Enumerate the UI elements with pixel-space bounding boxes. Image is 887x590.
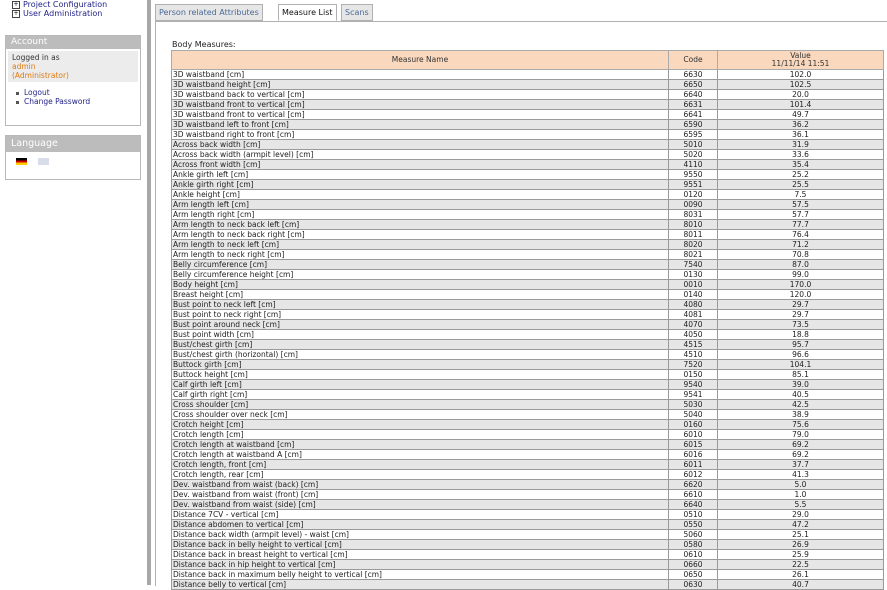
measure-name-cell: Belly circumference [cm] <box>172 260 669 270</box>
measure-name-cell: Cross shoulder over neck [cm] <box>172 410 669 420</box>
measure-code-cell: 6620 <box>669 480 718 490</box>
logout-label[interactable]: Logout <box>24 88 50 97</box>
measure-code-cell: 6590 <box>669 120 718 130</box>
measure-name-cell: Ankle height [cm] <box>172 190 669 200</box>
table-row <box>172 510 884 520</box>
table-row <box>172 360 884 370</box>
table-row <box>172 200 884 210</box>
table-row <box>172 330 884 340</box>
account-panel <box>5 35 141 126</box>
measure-value-cell: 104.1 <box>718 360 884 370</box>
change-password-label[interactable]: Change Password <box>24 97 91 106</box>
table-row <box>172 80 884 90</box>
measure-name-cell: Distance back in hip height to vertical [cm] <box>172 560 669 570</box>
measure-name-cell: Distance back in breast height to vertical [cm] <box>172 550 669 560</box>
measure-value-cell: 71.2 <box>718 240 884 250</box>
measure-name-cell: Distance belly to vertical [cm] <box>172 580 669 590</box>
measure-code-cell: 8010 <box>669 220 718 230</box>
table-row <box>172 520 884 530</box>
measure-name-cell: Bust/chest girth [cm] <box>172 340 669 350</box>
measure-code-cell: 0160 <box>669 420 718 430</box>
measure-code-cell: 0630 <box>669 580 718 590</box>
measure-value-cell: 75.6 <box>718 420 884 430</box>
measure-code-cell: 0090 <box>669 200 718 210</box>
measure-name-cell: Crotch height [cm] <box>172 420 669 430</box>
table-row <box>172 230 884 240</box>
table-row <box>172 570 884 580</box>
language-panel-title: Language <box>6 136 140 152</box>
measure-code-cell: 9540 <box>669 380 718 390</box>
expand-icon[interactable]: + <box>13 9 19 17</box>
measure-value-cell: 42.5 <box>718 400 884 410</box>
table-row <box>172 490 884 500</box>
measure-code-cell: 8020 <box>669 240 718 250</box>
measure-code-cell: 0510 <box>669 510 718 520</box>
measure-name-cell: Distance back width (armpit level) - waist [cm] <box>172 530 669 540</box>
measure-value-cell: 22.5 <box>718 560 884 570</box>
measure-value-cell: 7.5 <box>718 190 884 200</box>
table-row <box>172 90 884 100</box>
measure-name-cell: Crotch length, front [cm] <box>172 460 669 470</box>
measure-value-cell: 31.9 <box>718 140 884 150</box>
measure-name-cell: 3D waistband left to front [cm] <box>172 120 669 130</box>
measure-value-cell: 77.7 <box>718 220 884 230</box>
measure-code-cell: 8011 <box>669 230 718 240</box>
measure-code-cell: 6016 <box>669 450 718 460</box>
measure-name-cell: Dev. waistband from waist (side) [cm] <box>172 500 669 510</box>
measure-code-cell: 0010 <box>669 280 718 290</box>
measure-code-cell: 7540 <box>669 260 718 270</box>
measure-code-cell: 6010 <box>669 430 718 440</box>
measure-name-cell: Ankle girth left [cm] <box>172 170 669 180</box>
measure-name-cell: 3D waistband front to vertical [cm] <box>172 100 669 110</box>
measure-name-cell: 3D waistband right to front [cm] <box>172 130 669 140</box>
measure-code-cell: 6641 <box>669 110 718 120</box>
measure-name-cell: Distance abdomen to vertical [cm] <box>172 520 669 530</box>
measure-name-cell: Distance back in maximum belly height to vertical [cm] <box>172 570 669 580</box>
tab-scans[interactable]: Scans <box>341 4 373 21</box>
measure-code-cell: 4110 <box>669 160 718 170</box>
measure-name-cell: 3D waistband height [cm] <box>172 80 669 90</box>
measure-code-cell: 4050 <box>669 330 718 340</box>
measure-code-cell: 5020 <box>669 150 718 160</box>
table-row <box>172 560 884 570</box>
measure-name-cell: 3D waistband [cm] <box>172 70 669 80</box>
expand-icon[interactable]: + <box>13 0 19 8</box>
measure-value-cell: 102.0 <box>718 70 884 80</box>
table-row <box>172 300 884 310</box>
measures-table <box>171 50 884 590</box>
measure-code-cell: 8031 <box>669 210 718 220</box>
change-password-link[interactable] <box>16 97 130 106</box>
measure-code-cell: 6012 <box>669 470 718 480</box>
measure-code-cell: 5010 <box>669 140 718 150</box>
measure-value-cell: 29.7 <box>718 310 884 320</box>
username: admin <box>12 62 36 71</box>
measure-code-cell: 4070 <box>669 320 718 330</box>
measure-value-cell: 25.1 <box>718 530 884 540</box>
measure-value-cell: 33.6 <box>718 150 884 160</box>
measure-value-cell: 79.0 <box>718 430 884 440</box>
measure-code-cell: 6015 <box>669 440 718 450</box>
logged-in-label: Logged in as <box>12 53 60 62</box>
measure-name-cell: Calf girth left [cm] <box>172 380 669 390</box>
logged-in-box <box>8 51 138 82</box>
measure-code-cell: 6630 <box>669 70 718 80</box>
measure-name-cell: Distance back in belly height to vertical [cm] <box>172 540 669 550</box>
column-header-value[interactable] <box>718 51 884 70</box>
measure-value-cell: 69.2 <box>718 440 884 450</box>
measure-code-cell: 6640 <box>669 500 718 510</box>
measure-code-cell: 9551 <box>669 180 718 190</box>
measure-name-cell: Bust point around neck [cm] <box>172 320 669 330</box>
column-header-value-date: 11/11/14 11:51 <box>771 59 830 68</box>
table-row <box>172 410 884 420</box>
measure-value-cell: 87.0 <box>718 260 884 270</box>
table-row <box>172 270 884 280</box>
table-row <box>172 160 884 170</box>
table-row <box>172 550 884 560</box>
bullet-icon <box>16 92 19 95</box>
english-flag-icon[interactable] <box>38 158 49 165</box>
measure-value-cell: 99.0 <box>718 270 884 280</box>
table-row <box>172 400 884 410</box>
measure-value-cell: 47.2 <box>718 520 884 530</box>
measure-name-cell: Body height [cm] <box>172 280 669 290</box>
table-row <box>172 120 884 130</box>
table-row <box>172 470 884 480</box>
measure-value-cell: 39.0 <box>718 380 884 390</box>
measure-value-cell: 41.3 <box>718 470 884 480</box>
table-row <box>172 460 884 470</box>
measure-code-cell: 5040 <box>669 410 718 420</box>
measure-code-cell: 0650 <box>669 570 718 580</box>
nav-user-administration-label[interactable]: User Administration <box>23 9 103 18</box>
measure-code-cell: 4081 <box>669 310 718 320</box>
measure-name-cell: Buttock girth [cm] <box>172 360 669 370</box>
table-row <box>172 220 884 230</box>
table-row <box>172 340 884 350</box>
measure-name-cell: Bust/chest girth (horizontal) [cm] <box>172 350 669 360</box>
measure-value-cell: 35.4 <box>718 160 884 170</box>
table-row <box>172 350 884 360</box>
measure-name-cell: Cross shoulder [cm] <box>172 400 669 410</box>
nav-project-configuration[interactable] <box>12 0 107 9</box>
measure-name-cell: Ankle girth right [cm] <box>172 180 669 190</box>
measure-value-cell: 57.5 <box>718 200 884 210</box>
table-row <box>172 280 884 290</box>
left-sidebar <box>0 0 147 585</box>
measure-value-cell: 85.1 <box>718 370 884 380</box>
measure-value-cell: 57.7 <box>718 210 884 220</box>
measure-name-cell: Arm length left [cm] <box>172 200 669 210</box>
measure-name-cell: Crotch length at waistband A [cm] <box>172 450 669 460</box>
measure-name-cell: Across front width [cm] <box>172 160 669 170</box>
measure-name-cell: Breast height [cm] <box>172 290 669 300</box>
table-row <box>172 420 884 430</box>
measure-name-cell: Buttock height [cm] <box>172 370 669 380</box>
table-row <box>172 250 884 260</box>
measure-code-cell: 5060 <box>669 530 718 540</box>
measure-value-cell: 69.2 <box>718 450 884 460</box>
measure-code-cell: 0140 <box>669 290 718 300</box>
table-row <box>172 310 884 320</box>
table-row <box>172 190 884 200</box>
tab-measure-list[interactable]: Measure List <box>278 4 337 21</box>
table-row <box>172 150 884 160</box>
measure-value-cell: 95.7 <box>718 340 884 350</box>
measure-value-cell: 170.0 <box>718 280 884 290</box>
measure-name-cell: Arm length to neck right [cm] <box>172 250 669 260</box>
measure-value-cell: 25.5 <box>718 180 884 190</box>
measure-code-cell: 0660 <box>669 560 718 570</box>
measure-name-cell: Crotch length at waistband [cm] <box>172 440 669 450</box>
column-header-value-label: Value <box>790 51 811 60</box>
table-row <box>172 140 884 150</box>
table-row <box>172 210 884 220</box>
table-row <box>172 480 884 490</box>
measure-value-cell: 1.0 <box>718 490 884 500</box>
measure-code-cell: 9541 <box>669 390 718 400</box>
measure-code-cell: 0580 <box>669 540 718 550</box>
section-title: Body Measures: <box>172 40 236 49</box>
measure-value-cell: 96.6 <box>718 350 884 360</box>
measure-code-cell: 6640 <box>669 90 718 100</box>
measure-code-cell: 6610 <box>669 490 718 500</box>
measure-value-cell: 5.0 <box>718 480 884 490</box>
measure-value-cell: 29.0 <box>718 510 884 520</box>
table-row <box>172 540 884 550</box>
measure-code-cell: 5030 <box>669 400 718 410</box>
nav-project-configuration-label[interactable]: Project Configuration <box>23 0 108 9</box>
measure-name-cell: 3D waistband front to vertical [cm] <box>172 110 669 120</box>
table-row <box>172 390 884 400</box>
measure-value-cell: 25.9 <box>718 550 884 560</box>
logout-link[interactable] <box>16 88 130 97</box>
measure-value-cell: 25.2 <box>718 170 884 180</box>
measure-code-cell: 0130 <box>669 270 718 280</box>
measure-value-cell: 36.1 <box>718 130 884 140</box>
table-row <box>172 500 884 510</box>
measure-value-cell: 40.5 <box>718 390 884 400</box>
measure-code-cell: 7520 <box>669 360 718 370</box>
account-links <box>6 84 140 110</box>
measure-code-cell: 0120 <box>669 190 718 200</box>
table-row <box>172 110 884 120</box>
language-panel <box>5 135 141 180</box>
measure-name-cell: Arm length right [cm] <box>172 210 669 220</box>
measure-name-cell: Crotch length [cm] <box>172 430 669 440</box>
table-row <box>172 130 884 140</box>
tab-person-related-attributes[interactable]: Person related Attributes <box>155 4 263 21</box>
measure-value-cell: 20.0 <box>718 90 884 100</box>
measure-value-cell: 70.8 <box>718 250 884 260</box>
measure-value-cell: 38.9 <box>718 410 884 420</box>
table-row <box>172 320 884 330</box>
measure-value-cell: 5.5 <box>718 500 884 510</box>
measure-value-cell: 40.7 <box>718 580 884 590</box>
measure-name-cell: Arm length to neck back right [cm] <box>172 230 669 240</box>
measure-name-cell: Arm length to neck back left [cm] <box>172 220 669 230</box>
measure-code-cell: 0150 <box>669 370 718 380</box>
column-header-code[interactable]: Code <box>669 51 718 70</box>
table-row <box>172 450 884 460</box>
measure-code-cell: 8021 <box>669 250 718 260</box>
table-row <box>172 170 884 180</box>
user-role: (Administrator) <box>12 71 69 80</box>
measure-name-cell: Bust point width [cm] <box>172 330 669 340</box>
measure-value-cell: 29.7 <box>718 300 884 310</box>
table-row <box>172 260 884 270</box>
measure-code-cell: 0610 <box>669 550 718 560</box>
sidebar-divider <box>147 0 151 585</box>
measure-code-cell: 4080 <box>669 300 718 310</box>
column-header-measure-name[interactable]: Measure Name <box>172 51 669 70</box>
measure-value-cell: 49.7 <box>718 110 884 120</box>
measure-value-cell: 73.5 <box>718 320 884 330</box>
measure-value-cell: 76.4 <box>718 230 884 240</box>
measure-name-cell: Bust point to neck right [cm] <box>172 310 669 320</box>
measure-code-cell: 4515 <box>669 340 718 350</box>
measure-code-cell: 4510 <box>669 350 718 360</box>
measure-value-cell: 101.4 <box>718 100 884 110</box>
table-row <box>172 290 884 300</box>
measure-name-cell: Across back width [cm] <box>172 140 669 150</box>
table-row <box>172 530 884 540</box>
measure-code-cell: 0550 <box>669 520 718 530</box>
table-row <box>172 100 884 110</box>
measure-code-cell: 6650 <box>669 80 718 90</box>
measure-value-cell: 120.0 <box>718 290 884 300</box>
table-row <box>172 180 884 190</box>
measure-name-cell: 3D waistband back to vertical [cm] <box>172 90 669 100</box>
measures-table-body <box>172 70 884 590</box>
measure-value-cell: 102.5 <box>718 80 884 90</box>
nav-user-administration[interactable] <box>12 9 107 18</box>
measure-name-cell: Dev. waistband from waist (front) [cm] <box>172 490 669 500</box>
measure-name-cell: Dev. waistband from waist (back) [cm] <box>172 480 669 490</box>
table-row <box>172 240 884 250</box>
table-row <box>172 430 884 440</box>
measure-name-cell: Crotch length, rear [cm] <box>172 470 669 480</box>
measure-name-cell: Arm length to neck left [cm] <box>172 240 669 250</box>
measure-name-cell: Distance 7CV - vertical [cm] <box>172 510 669 520</box>
measure-name-cell: Belly circumference height [cm] <box>172 270 669 280</box>
measure-value-cell: 26.9 <box>718 540 884 550</box>
table-row <box>172 370 884 380</box>
measure-code-cell: 6595 <box>669 130 718 140</box>
table-row <box>172 70 884 80</box>
measure-code-cell: 9550 <box>669 170 718 180</box>
table-row <box>172 440 884 450</box>
table-row <box>172 380 884 390</box>
language-flags <box>6 152 140 171</box>
measure-name-cell: Bust point to neck left [cm] <box>172 300 669 310</box>
measure-code-cell: 6631 <box>669 100 718 110</box>
measure-value-cell: 37.7 <box>718 460 884 470</box>
measure-value-cell: 36.2 <box>718 120 884 130</box>
measure-name-cell: Calf girth right [cm] <box>172 390 669 400</box>
measure-value-cell: 18.8 <box>718 330 884 340</box>
measure-value-cell: 26.1 <box>718 570 884 580</box>
german-flag-icon[interactable] <box>16 158 27 165</box>
project-nav <box>12 0 107 18</box>
account-panel-title: Account <box>6 36 140 49</box>
measure-code-cell: 6011 <box>669 460 718 470</box>
bullet-icon <box>16 101 19 104</box>
measure-name-cell: Across back width (armpit level) [cm] <box>172 150 669 160</box>
